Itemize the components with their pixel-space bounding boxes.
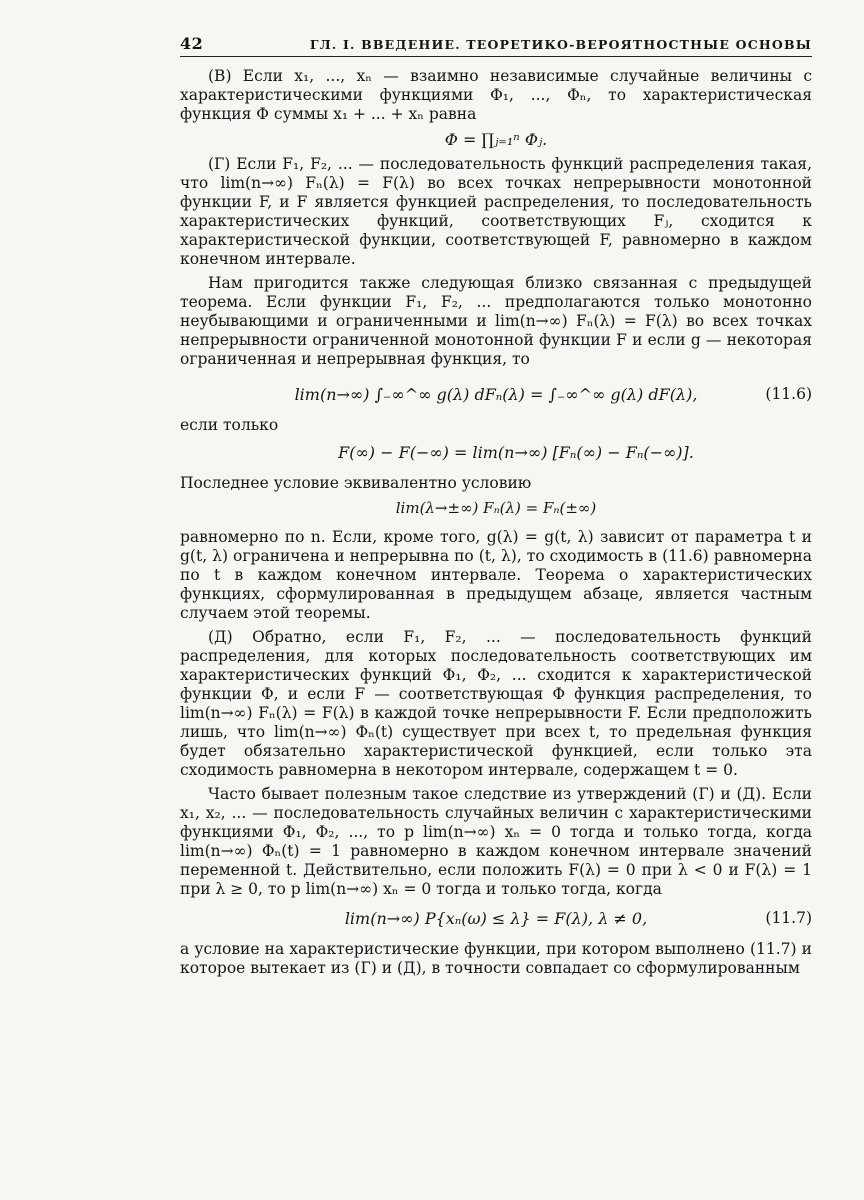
formula-equivalent-condition: lim(λ→±∞) Fₙ(λ) = Fₙ(±∞) bbox=[395, 499, 597, 517]
paragraph-statement-d: (Д) Обратно, если F₁, F₂, ... — последовательность функций распределения, для которых последовательность соответствующих им характеристических функций Φ₁, Φ₂, ... сходится к характеристической функции Φ, и если F — соответствующая Φ функция распределения, то lim(n→∞) Fₙ(λ) = F(λ) в каждой точке непрерывности F. Если предположить лишь, что lim(n→∞) Φₙ(t) существует при всех t, то предельная функция будет обязательно характеристической функцией, если только эта сходимость равномерна в некотором интервале, содержащем t = 0. bbox=[180, 628, 812, 779]
formula-11-7: lim(n→∞) P{xₙ(ω) ≤ λ} = F(λ), λ ≠ 0, bbox=[344, 909, 648, 928]
paragraph-last-condition: Последнее условие эквивалентно условию bbox=[180, 474, 532, 492]
paragraph-corollary: Часто бывает полезным такое следствие из утверждений (Г) и (Д). Если x₁, x₂, ... — последовательность случайных величин с характеристическими функциями Φ₁, Φ₂, ..., то p lim(n→∞) xₙ = 0 тогда и только тогда, когда lim(n→∞) Φₙ(t) = 1 равномерно в каждом конечном интервале значений переменной t. Действительно, если положить F(λ) = 0 при λ < 0 и F(λ) = 1 при λ ≥ 0, то p lim(n→∞) xₙ = 0 тогда и только тогда, когда bbox=[180, 785, 812, 898]
paragraph-final: а условие на характеристические функции, при котором выполнено (11.7) и которое вытекает из (Г) и (Д), в точности совпадает со сформулированным bbox=[180, 940, 812, 977]
page-header bbox=[180, 34, 812, 57]
paragraph-if-only: если только bbox=[180, 416, 279, 434]
paragraph-related-theorem: Нам пригодится также следующая близко связанная с предыдущей теорема. Если функции F₁, F₂, ... предполагаются только монотонно неубывающими и ограниченными и lim(n→∞) Fₙ(λ) = F(λ) во всех точках непрерывности ограниченной монотонной функции F и если g — некоторая ограниченная и непрерывная функция, то bbox=[180, 274, 812, 368]
page-number: 42 bbox=[180, 34, 204, 53]
equation-number-11-7: (11.7) bbox=[765, 909, 812, 927]
formula-11-6-row bbox=[180, 385, 812, 404]
paragraph-statement-g: (Г) Если F₁, F₂, ... — последовательность функций распределения такая, что lim(n→∞) Fₙ(λ) = F(λ) во всех точках непрерывности монотонной функции F, и F является функцией распределения, то последовательность характеристических функций, соответствующих Fⱼ, сходится к характеристической функции, соответствующей F, равномерно в каждом конечном интервале. bbox=[180, 155, 812, 268]
book-page bbox=[180, 34, 812, 978]
paragraph-uniform-convergence: равномерно по n. Если, кроме того, g(λ) = g(t, λ) зависит от параметра t и g(t, λ) ограничена и непрерывна по (t, λ), то сходимость в (11.6) равномерна по t в каждом конечном интервале. Теорема о характеристических функциях, сформулированная в предыдущем абзаце, является частным случаем этой теоремы. bbox=[180, 528, 812, 622]
formula-if-only: F(∞) − F(−∞) = lim(n→∞) [Fₙ(∞) − Fₙ(−∞)]. bbox=[338, 443, 694, 462]
formula-11-6: lim(n→∞) ∫₋∞^∞ g(λ) dFₙ(λ) = ∫₋∞^∞ g(λ) dF(λ), bbox=[294, 385, 698, 404]
formula-11-7-row bbox=[180, 909, 812, 928]
equation-number-11-6: (11.6) bbox=[765, 385, 812, 403]
running-title: ГЛ. I. ВВЕДЕНИЕ. ТЕОРЕТИКО-ВЕРОЯТНОСТНЫЕ ОСНОВЫ bbox=[309, 37, 812, 52]
formula-product: Φ = ∏ⱼ₌₁ⁿ Φⱼ. bbox=[444, 130, 548, 149]
paragraph-statement-b: (В) Если x₁, ..., xₙ — взаимно независимые случайные величины с характеристическими функциями Φ₁, ..., Φₙ, то характеристическая функция Φ суммы x₁ + ... + xₙ равна bbox=[180, 67, 812, 123]
